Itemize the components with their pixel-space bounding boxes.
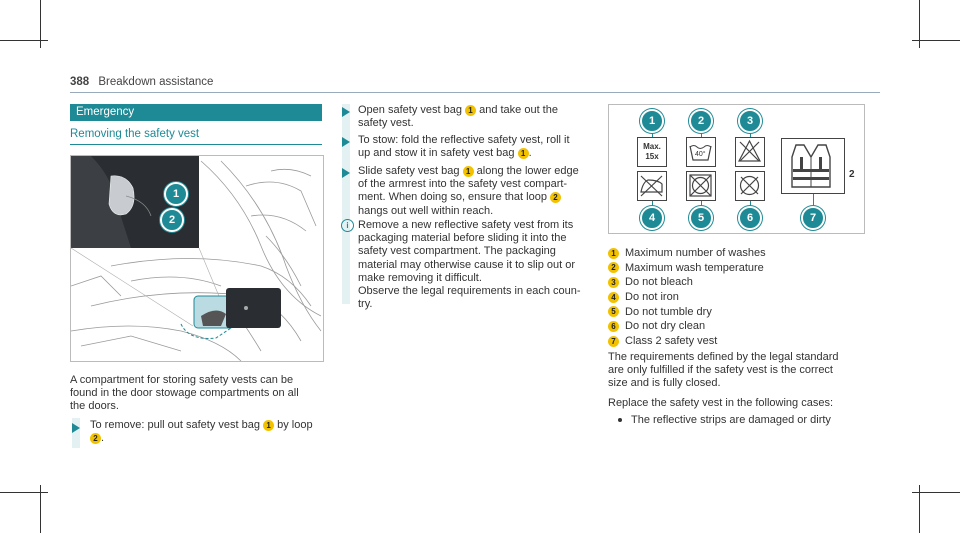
door-illustration-svg	[71, 156, 323, 361]
safety-vest-icon	[782, 139, 840, 191]
step-text: and take out the	[479, 104, 558, 116]
bullet-icon	[618, 418, 622, 422]
text-line: Remove a new reflective safety vest from its	[358, 219, 574, 231]
step-slide-bag	[358, 165, 598, 218]
step-arrow-icon	[72, 423, 80, 433]
crop-mark	[912, 492, 960, 493]
step-bar	[342, 104, 350, 304]
step-text: hangs out well within reach.	[358, 204, 494, 217]
legend-item	[608, 246, 766, 261]
step-remove	[90, 419, 330, 445]
replace-paragraph: Replace the safety vest in the following cases:	[608, 397, 834, 409]
legend-text: Maximum wash temperature	[625, 261, 764, 274]
tumble-dry-crossed-icon	[687, 172, 714, 199]
legend-badge: 1	[608, 248, 619, 259]
care-symbols-figure	[608, 104, 865, 234]
text-line: found in the door stowage compartments on all	[70, 387, 299, 400]
figure-callout-4: 4	[640, 206, 664, 230]
legend-badge: 7	[608, 336, 619, 347]
page-header-title: Breakdown assistance	[98, 76, 214, 88]
legend-badge: 4	[608, 292, 619, 303]
text-line: size and is fully closed.	[608, 377, 721, 390]
text-line: A compartment for storing safety vests can be	[70, 374, 294, 386]
crop-mark	[0, 492, 48, 493]
legend-text: Do not tumble dry	[625, 305, 712, 318]
page-header	[70, 76, 213, 88]
section-title: Emergency	[70, 104, 322, 121]
dry-clean-crossed-icon	[736, 172, 763, 199]
ref-badge-1: 1	[463, 166, 474, 177]
figure-callout-5: 5	[689, 206, 713, 230]
step-arrow-icon	[342, 168, 350, 178]
iron-crossed-icon	[638, 172, 665, 199]
ref-badge-2: 2	[90, 433, 101, 444]
care-symbol-legend	[608, 246, 766, 349]
text-line: make removing it difficult.	[358, 271, 482, 284]
legend-item	[608, 290, 766, 305]
legend-text: Do not bleach	[625, 276, 693, 289]
max-washes-symbol	[637, 137, 667, 167]
figure-callout-3: 3	[738, 109, 762, 133]
do-not-tumble-dry-symbol	[686, 171, 716, 201]
step-text: of the armrest into the safety vest compart-	[358, 178, 568, 191]
legend-item	[608, 334, 766, 349]
step-text: Slide safety vest bag	[358, 165, 460, 177]
header-divider	[70, 92, 880, 93]
requirements-paragraph	[608, 351, 868, 391]
step-text: ment. When doing so, ensure that loop	[358, 191, 547, 204]
legend-item	[608, 275, 766, 290]
text-line: safety vest compartment. The packaging	[358, 245, 556, 258]
bleach-crossed-icon	[736, 138, 763, 165]
legend-text: Do not iron	[625, 291, 679, 304]
crop-mark	[0, 40, 48, 41]
legend-item	[608, 319, 766, 334]
step-arrow-icon	[342, 107, 350, 117]
text-line: Observe the legal requirements in each coun-	[358, 285, 581, 298]
callout-leader	[813, 194, 814, 206]
step-text: .	[101, 432, 105, 445]
bullet-item	[618, 414, 868, 427]
step-text: To remove: pull out safety vest bag	[90, 419, 260, 431]
subsection-title: Removing the safety vest	[70, 128, 322, 145]
wash-temperature-symbol	[686, 137, 716, 167]
note-text	[358, 219, 603, 311]
step-text: by loop	[277, 419, 313, 431]
ref-badge-2: 2	[550, 192, 561, 203]
figure-callout-1: 1	[164, 182, 188, 206]
figure-callout-6: 6	[738, 206, 762, 230]
ref-badge-1: 1	[518, 148, 529, 159]
legend-item	[608, 261, 766, 276]
legend-text: Do not dry clean	[625, 320, 706, 333]
figure-callout-2: 2	[689, 109, 713, 133]
class-2-vest-symbol	[781, 138, 845, 194]
bullet-text: The reflective strips are damaged or dirty	[631, 414, 831, 426]
step-text: To stow: fold the reflective safety vest, roll it	[358, 134, 570, 146]
info-icon: i	[341, 219, 354, 232]
text-line: packaging material before sliding it into the	[358, 232, 567, 245]
max-wash-count: 15x	[645, 152, 659, 161]
legend-badge: 3	[608, 277, 619, 288]
intro-paragraph	[70, 374, 325, 414]
text-line: material may otherwise cause it to slip out or	[358, 258, 576, 271]
step-text: safety vest.	[358, 117, 414, 130]
do-not-bleach-symbol	[735, 137, 765, 167]
door-compartment-illustration	[70, 155, 324, 362]
do-not-iron-symbol	[637, 171, 667, 201]
legend-text: Maximum number of washes	[625, 247, 766, 259]
step-text: .	[528, 147, 532, 160]
ref-badge-1: 1	[465, 105, 476, 116]
legend-badge: 5	[608, 306, 619, 317]
do-not-dry-clean-symbol	[735, 171, 765, 201]
ref-badge-1: 1	[263, 420, 274, 431]
figure-callout-1: 1	[640, 109, 664, 133]
step-open-bag	[358, 104, 598, 130]
vest-class-label: 2	[849, 169, 855, 180]
text-line: are only fulfilled if the safety vest is the correct	[608, 364, 833, 377]
legend-badge: 6	[608, 321, 619, 332]
text-line: the doors.	[70, 400, 119, 413]
legend-item	[608, 305, 766, 320]
crop-mark	[912, 40, 960, 41]
text-line: try.	[358, 298, 373, 311]
step-text: along the lower edge	[476, 165, 579, 177]
step-arrow-icon	[342, 137, 350, 147]
step-text: Open safety vest bag	[358, 104, 462, 116]
legend-text: Class 2 safety vest	[625, 335, 718, 348]
wash-temp-label: 40°	[695, 151, 706, 158]
legend-badge: 2	[608, 262, 619, 273]
step-text: up and stow it in safety vest bag	[358, 147, 515, 160]
page-number: 388	[70, 76, 90, 88]
figure-callout-7: 7	[801, 206, 825, 230]
max-wash-label: Max.	[643, 142, 661, 151]
text-line: The requirements defined by the legal standard	[608, 351, 839, 363]
figure-callout-2: 2	[160, 208, 184, 232]
step-stow	[358, 134, 598, 160]
